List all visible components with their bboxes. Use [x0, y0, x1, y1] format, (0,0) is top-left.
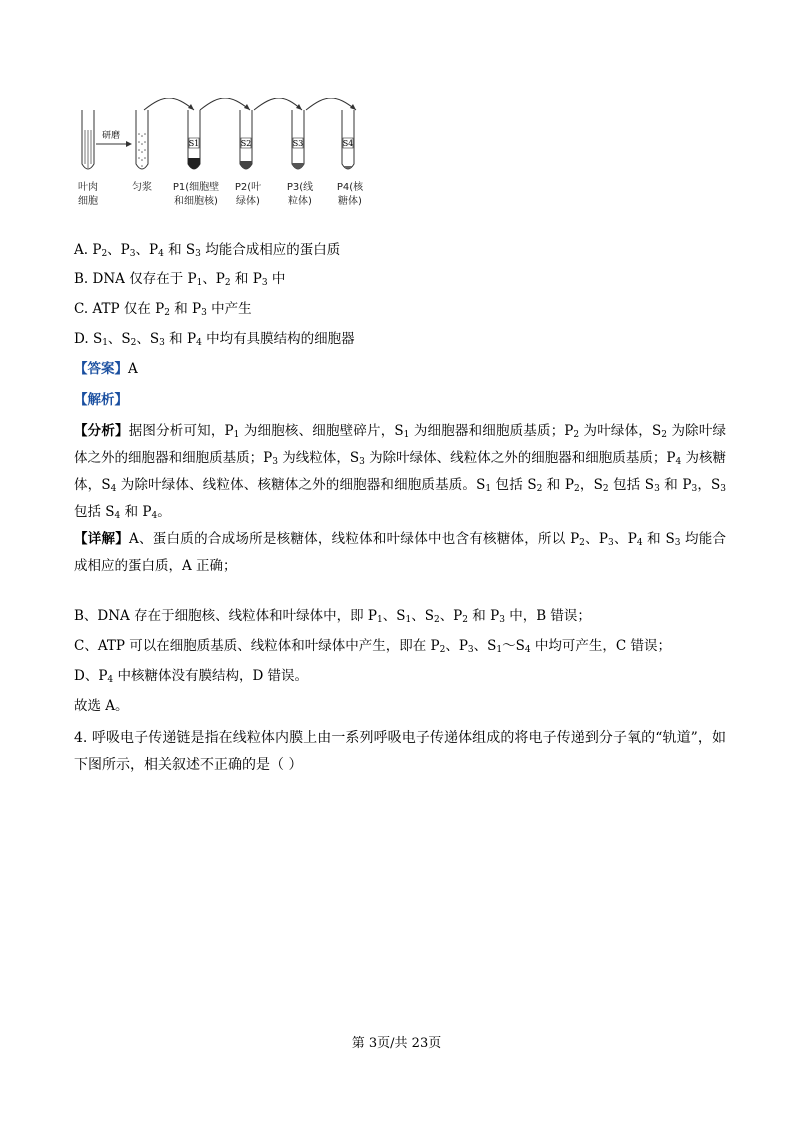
option-a: A. $P_2$、$P_3$、$P_4$ 和 $S_3$ 均能合成相应的蛋白质 [74, 242, 341, 259]
tube-leaf-cells [82, 110, 94, 169]
transfer-arrows [144, 98, 356, 110]
answer-label: 【答案】 [74, 361, 128, 377]
s2-label: S2 [240, 139, 252, 148]
s3-label: S3 [292, 139, 304, 148]
conclusion: 故选 A。 [74, 698, 129, 714]
option-b: B. DNA 仅存在于 $P_1$、$P_2$ 和 $P_3$ 中 [74, 271, 286, 288]
option-c: C. ATP 仅在 $P_2$ 和 $P_3$ 中产生 [74, 301, 252, 318]
detail-d: D、$P_4$ 中核糖体没有膜结构，D 错误。 [74, 668, 309, 685]
tube-label-5a: P3(线 [286, 182, 314, 193]
s4-label: S4 [342, 139, 354, 148]
tube-label-1b: 细胞 [78, 196, 98, 207]
tube-homogenate [136, 110, 148, 169]
tube-label-1a: 叶肉 [78, 182, 98, 193]
tube-label-6a: P4(核 [336, 182, 364, 193]
grind-label: 研磨 [102, 131, 121, 141]
tube-label-6b: 糖体) [338, 196, 362, 207]
arrow-heads [188, 104, 356, 110]
tube-label-4a: P2(叶 [234, 182, 262, 193]
s1-label: S1 [188, 139, 200, 148]
tube-label-3b: 和细胞核) [174, 196, 218, 207]
detail-head: 【详解】 [74, 531, 130, 547]
detail-b: B、DNA 存在于细胞核、线粒体和叶绿体中，即 $P_1$、$S_1$、$S_2$、$P_2$ 和 $P_3$ 中，B 错误； [74, 608, 591, 625]
answer-value: A [128, 361, 138, 377]
question-4: 4. 呼吸电子传递链是指在线粒体内膜上由一系列呼吸电子传递体组成的将电子传递到分子氧的“轨道”，如下图所示，相关叙述不正确的是（ ） [74, 730, 726, 773]
detail-a-paragraph: 【详解】A、蛋白质的合成场所是核糖体，线粒体和叶绿体中也含有核糖体，所以 $P_2$、$P_3$、$P_4$ 和 $S_3$ 均能合成相应的蛋白质，A 正确； [74, 531, 727, 574]
analysis-head: 【分析】 [74, 423, 129, 439]
tube-label-2a: 匀浆 [132, 182, 152, 193]
analysis-label-line [74, 390, 128, 410]
answer-line [74, 359, 138, 379]
tube-label-4b: 绿体) [236, 196, 260, 207]
tube-label-3a: P1(细胞壁 [172, 182, 220, 193]
page-footer: 第 3页/共 23页 [351, 1036, 442, 1051]
centrifuge-diagram [74, 98, 384, 210]
option-d: D. $S_1$、$S_2$、$S_3$ 和 $P_4$ 中均有具膜结构的细胞器 [74, 331, 355, 348]
analysis-label: 【解析】 [74, 392, 128, 408]
tube-label-5b: 粒体) [288, 196, 312, 207]
detail-c: C、ATP 可以在细胞质基质、线粒体和叶绿体中产生，即在 $P_2$、$P_3$、$S_1\sim S_4$ 中均可产生，C 错误； [74, 638, 672, 655]
analysis-paragraph: 【分析】据图分析可知，$P_1$ 为细胞核、细胞壁碎片，$S_1$ 为细胞器和细胞质基质；$P_2$ 为叶绿体，$S_2$ 为除叶绿体之外的细胞器和细胞质基质；$P_3$ 为线粒体，$S_3$ 为除叶绿体、线粒体之外的细胞器和细胞质基质；$P_4$ 为核糖体，$S_4$ 为除叶绿体、线粒体、核糖体之外的细胞器和细胞质基质。$S_1$ 包括 $S_2$ 和 $P_2$，$S_2$ 包括 $S_3$ 和 $P_3$，$S_3$ 包括 $S_4$ 和 $P_4$。 [74, 423, 727, 521]
